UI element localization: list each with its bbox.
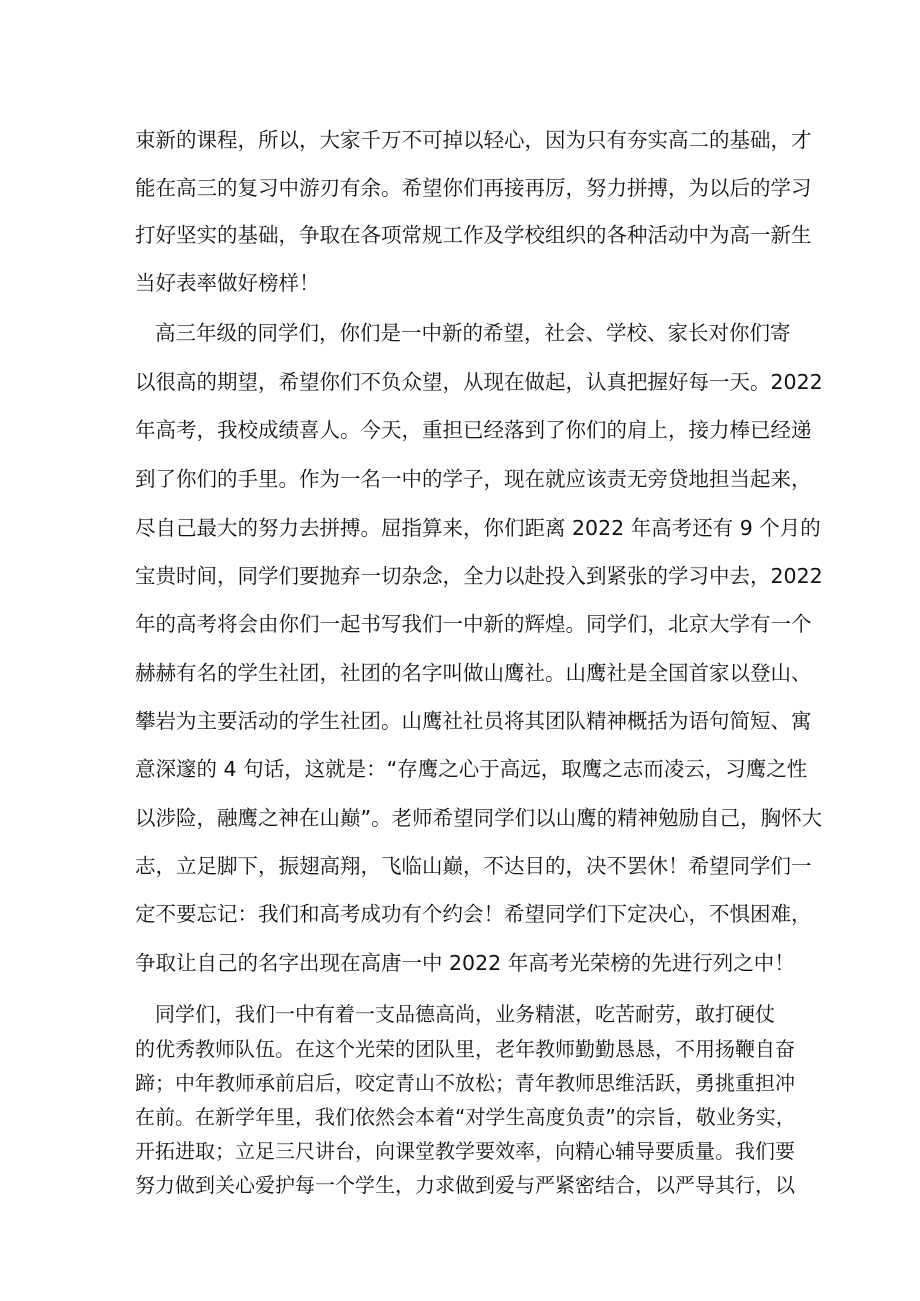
paragraph-1-line-3: 打好坚实的基础，争取在各项常规工作及学校组织的各种活动中为高一新生 [135,223,812,247]
paragraph-1-line-1: 束新的课程，所以，大家千万不可掉以轻心，因为只有夯实高二的基础，才 [135,128,812,152]
paragraph-2-line-1: 高三年级的同学们，你们是一中新的希望，社会、学校、家长对你们寄 [155,321,791,345]
paragraph-1-line-4: 当好表率做好榜样！ [135,271,320,295]
paragraph-2-line-8: 赫赫有名的学生社团，社团的名字叫做山鹰社。山鹰社是全国首家以登山、 [135,661,812,685]
paragraph-1-line-2: 能在高三的复习中游刃有余。希望你们再接再厉，努力拼搏，为以后的学习 [135,176,812,200]
paragraph-2-line-10: 意深邃的 4 句话，这就是：“存鹰之心于高远，取鹰之志而凌云，习鹰之性 [135,757,808,781]
paragraph-2-line-12: 志，立足脚下，振翅高翔，飞临山巅，不达目的，决不罢休！希望同学们一 [135,854,812,878]
paragraph-2-line-3: 年高考，我校成绩喜人。今天，重担已经落到了你们的肩上，接力棒已经递 [135,418,812,442]
paragraph-3-line-2: 的优秀教师队伍。在这个光荣的团队里，老年教师勤勤恳恳，不用扬鞭自奋 [135,1037,795,1061]
paragraph-2-line-7: 年的高考将会由你们一起书写我们一中新的辉煌。同学们，北京大学有一个 [135,612,812,636]
paragraph-2-line-9: 攀岩为主要活动的学生社团。山鹰社社员将其团队精神概括为语句简短、寓 [135,709,812,733]
paragraph-2-line-11: 以涉险，融鹰之神在山巅”。老师希望同学们以山鹰的精神勉励自己，胸怀大 [135,806,823,830]
paragraph-2-line-2: 以很高的期望，希望你们不负众望，从现在做起，认真把握好每一天。2022 [135,370,823,394]
paragraph-2-line-4: 到了你们的手里。作为一名一中的学子，现在就应该责无旁贷地担当起来， [135,467,812,491]
paragraph-2-line-13: 定不要忘记：我们和高考成功有个约会！希望同学们下定决心，不惧困难， [135,902,812,926]
paragraph-2-line-6: 宝贵时间，同学们要抛弃一切杂念，全力以赴投入到紧张的学习中去，2022 [135,564,823,588]
paragraph-2-line-14: 争取让自己的名字出现在高唐一中 2022 年高考光荣榜的先进行列之中！ [135,951,795,975]
paragraph-3-line-1: 同学们，我们一中有着一支品德高尚，业务精湛，吃苦耐劳，敢打硬仗 [155,1002,775,1026]
paragraph-3-line-3: 蹄；中年教师承前启后，咬定青山不放松；青年教师思维活跃，勇挑重担冲 [135,1071,795,1095]
paragraph-3-line-4: 在前。在新学年里，我们依然会本着“对学生高度负责”的宗旨，敬业务实， [135,1105,796,1129]
paragraph-2-line-5: 尽自己最大的努力去拼搏。屈指算来，你们距离 2022 年高考还有 9 个月的 [135,516,821,540]
paragraph-3-line-6: 努力做到关心爱护每一个学生，力求做到爱与严紧密结合，以严导其行，以 [135,1173,795,1197]
paragraph-3-line-5: 开拓进取；立足三尺讲台，向课堂教学要效率，向精心辅导要质量。我们要 [135,1139,795,1163]
